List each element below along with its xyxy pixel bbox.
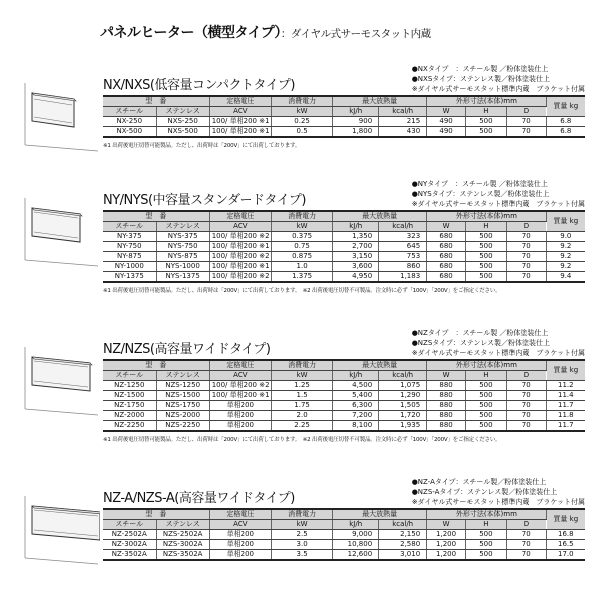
panel-heater-icon bbox=[20, 198, 100, 268]
header-weight: 質量 kg bbox=[546, 360, 585, 381]
table-cell: NY-1375 bbox=[103, 272, 156, 283]
table-cell: 単相200 bbox=[209, 401, 271, 411]
table-cell: 9.2 bbox=[546, 242, 585, 252]
table-cell: 9.4 bbox=[546, 272, 585, 283]
table-row bbox=[103, 272, 585, 283]
table-cell: 70 bbox=[506, 540, 546, 550]
table-cell: 3.0 bbox=[271, 540, 332, 550]
header-kcalh: kcal/h bbox=[379, 222, 427, 232]
page-title bbox=[100, 22, 431, 42]
table-cell: 6,300 bbox=[333, 401, 379, 411]
header-w: W bbox=[427, 107, 466, 117]
header-model: 型 番 bbox=[103, 360, 209, 371]
spec-table bbox=[103, 508, 585, 561]
table-cell: NZS-1250 bbox=[156, 381, 209, 391]
header-stainless: ステンレス bbox=[156, 107, 209, 117]
table-cell: 11.4 bbox=[546, 391, 585, 401]
table-cell: 500 bbox=[465, 232, 506, 242]
header-weight: 質量 kg bbox=[546, 96, 585, 117]
header-kw: kW bbox=[271, 107, 332, 117]
table-cell: 500 bbox=[465, 242, 506, 252]
table-row bbox=[103, 232, 585, 242]
note-line: ●NXタイプ ：スチール製 ／粉体塗装仕上 bbox=[411, 65, 549, 73]
table-cell: NZS-3502A bbox=[156, 550, 209, 561]
header-kw: kW bbox=[271, 222, 332, 232]
header-kw: kW bbox=[271, 520, 332, 530]
header-kcalh: kcal/h bbox=[379, 520, 427, 530]
panel-heater-icon bbox=[20, 83, 100, 153]
table-cell: 680 bbox=[427, 232, 466, 242]
table-cell: 860 bbox=[379, 262, 427, 272]
section-notes bbox=[412, 64, 585, 94]
table-cell: 430 bbox=[379, 127, 427, 138]
table-cell: 11.7 bbox=[546, 401, 585, 411]
table-cell: 16.8 bbox=[546, 530, 585, 540]
table-cell: 1,720 bbox=[379, 411, 427, 421]
table-cell: 70 bbox=[506, 117, 546, 127]
table-cell: 680 bbox=[427, 262, 466, 272]
table-cell: 100/ 単相200 ※2 bbox=[209, 232, 271, 242]
table-cell: 70 bbox=[506, 530, 546, 540]
table-row bbox=[103, 127, 585, 138]
table-cell: NZ-2000 bbox=[103, 411, 156, 421]
header-voltage: 定格電圧 bbox=[209, 360, 271, 371]
header-d: D bbox=[506, 371, 546, 381]
header-steel: スチール bbox=[103, 520, 156, 530]
table-row bbox=[103, 391, 585, 401]
note-line: ●NXSタイプ：ステンレス製／粉体塗装仕上 bbox=[411, 75, 551, 83]
page-subtitle: ：ダイヤル式サーモスタット内蔵 bbox=[280, 28, 431, 40]
table-cell: 16.5 bbox=[546, 540, 585, 550]
header-power: 消費電力 bbox=[271, 509, 332, 520]
table-cell: 215 bbox=[379, 117, 427, 127]
table-cell: NY-875 bbox=[103, 252, 156, 262]
header-kjh: kJ/h bbox=[333, 222, 379, 232]
table-cell: 1,800 bbox=[333, 127, 379, 138]
table-cell: 323 bbox=[379, 232, 427, 242]
header-steel: スチール bbox=[103, 222, 156, 232]
table-cell: 単相200 bbox=[209, 411, 271, 421]
footnote: ※1 出荷後電圧切替可能製品。ただし、出荷時は「200V」にて出荷しております。 ※2 出荷後電圧切替不可製品。注文時に必ず「100V」「200V」をご指定ください。 bbox=[103, 437, 501, 443]
table-cell: 70 bbox=[506, 401, 546, 411]
header-acv: ACV bbox=[209, 107, 271, 117]
table-cell: 11.8 bbox=[546, 411, 585, 421]
table-row bbox=[103, 262, 585, 272]
header-weight: 質量 kg bbox=[546, 509, 585, 530]
table-cell: 0.5 bbox=[271, 127, 332, 138]
table-cell: 880 bbox=[427, 391, 466, 401]
header-voltage: 定格電圧 bbox=[209, 509, 271, 520]
table-cell: 70 bbox=[506, 252, 546, 262]
header-h: H bbox=[465, 222, 506, 232]
table-row bbox=[103, 550, 585, 561]
spec-section bbox=[103, 180, 585, 294]
note-line: ●NZ-Aタイプ：スチール製／粉体塗装仕上 bbox=[411, 478, 547, 486]
header-weight: 質量 kg bbox=[546, 211, 585, 232]
table-cell: 1,075 bbox=[379, 381, 427, 391]
header-dims: 外形寸法(本体)mm bbox=[427, 96, 546, 107]
table-cell: 500 bbox=[465, 540, 506, 550]
table-cell: NZ-1250 bbox=[103, 381, 156, 391]
table-cell: NZ-1750 bbox=[103, 401, 156, 411]
table-cell: 100/ 単相200 ※1 bbox=[209, 262, 271, 272]
header-w: W bbox=[427, 222, 466, 232]
table-cell: NZ-3502A bbox=[103, 550, 156, 561]
footnote: ※1 出荷後電圧切替可能製品。ただし、出荷時は「200V」にて出荷しております。 bbox=[103, 143, 301, 149]
table-cell: 500 bbox=[465, 272, 506, 283]
header-stainless: ステンレス bbox=[156, 520, 209, 530]
header-heat: 最大放熱量 bbox=[333, 211, 427, 222]
note-line: ●NYSタイプ：ステンレス製／粉体塗装仕上 bbox=[411, 190, 550, 198]
header-model: 型 番 bbox=[103, 96, 209, 107]
table-cell: 17.0 bbox=[546, 550, 585, 561]
table-cell: 10,800 bbox=[333, 540, 379, 550]
table-cell: 1.5 bbox=[271, 391, 332, 401]
header-kcalh: kcal/h bbox=[379, 371, 427, 381]
table-cell: 単相200 bbox=[209, 421, 271, 432]
table-row bbox=[103, 252, 585, 262]
section-title: NY/NYS(中容量スタンダードタイプ) bbox=[103, 193, 306, 208]
header-h: H bbox=[465, 520, 506, 530]
header-dims: 外形寸法(本体)mm bbox=[427, 211, 546, 222]
table-cell: 1,505 bbox=[379, 401, 427, 411]
table-cell: 9.0 bbox=[546, 232, 585, 242]
table-cell: 100/ 単相200 ※2 bbox=[209, 272, 271, 283]
note-line: ●NZS-Aタイプ：ステンレス製／粉体塗装仕上 bbox=[411, 488, 558, 496]
header-stainless: ステンレス bbox=[156, 222, 209, 232]
table-cell: 1.75 bbox=[271, 401, 332, 411]
table-cell: 2.5 bbox=[271, 530, 332, 540]
header-acv: ACV bbox=[209, 222, 271, 232]
table-cell: 70 bbox=[506, 381, 546, 391]
spec-table bbox=[103, 359, 585, 432]
table-cell: NZS-1750 bbox=[156, 401, 209, 411]
table-cell: 880 bbox=[427, 401, 466, 411]
table-cell: 645 bbox=[379, 242, 427, 252]
note-line: ※ダイヤル式サーモスタット標準内蔵 ブラケット付属 bbox=[411, 85, 585, 93]
header-voltage: 定格電圧 bbox=[209, 211, 271, 222]
section-title: NZ-A/NZS-A(高容量ワイドタイプ) bbox=[103, 491, 295, 506]
table-cell: 1.375 bbox=[271, 272, 332, 283]
header-power: 消費電力 bbox=[271, 96, 332, 107]
panel-heater-illustration bbox=[20, 496, 100, 570]
table-cell: 1,290 bbox=[379, 391, 427, 401]
panel-heater-illustration bbox=[20, 83, 100, 157]
header-kjh: kJ/h bbox=[333, 107, 379, 117]
table-cell: 11.7 bbox=[546, 421, 585, 432]
table-cell: 3.5 bbox=[271, 550, 332, 561]
table-cell: NYS-375 bbox=[156, 232, 209, 242]
table-row bbox=[103, 411, 585, 421]
table-cell: 2.0 bbox=[271, 411, 332, 421]
note-line: ※ダイヤル式サーモスタット標準内蔵 ブラケット付属 bbox=[411, 200, 585, 208]
table-cell: 8,100 bbox=[333, 421, 379, 432]
table-cell: 680 bbox=[427, 242, 466, 252]
table-cell: 500 bbox=[465, 421, 506, 432]
table-cell: 880 bbox=[427, 411, 466, 421]
table-cell: NZ-3002A bbox=[103, 540, 156, 550]
table-cell: 1,183 bbox=[379, 272, 427, 283]
table-row bbox=[103, 242, 585, 252]
table-cell: 1.0 bbox=[271, 262, 332, 272]
header-model: 型 番 bbox=[103, 211, 209, 222]
section-notes bbox=[412, 328, 585, 358]
table-cell: 500 bbox=[465, 252, 506, 262]
section-notes bbox=[412, 179, 585, 209]
header-kw: kW bbox=[271, 371, 332, 381]
table-cell: 753 bbox=[379, 252, 427, 262]
table-cell: 900 bbox=[333, 117, 379, 127]
table-cell: NZ-1500 bbox=[103, 391, 156, 401]
header-stainless: ステンレス bbox=[156, 371, 209, 381]
table-cell: 単相200 bbox=[209, 530, 271, 540]
table-cell: 100/ 単相200 ※1 bbox=[209, 117, 271, 127]
table-cell: 500 bbox=[465, 391, 506, 401]
table-cell: 70 bbox=[506, 421, 546, 432]
table-row bbox=[103, 540, 585, 550]
panel-heater-icon bbox=[20, 347, 100, 417]
table-cell: NY-1000 bbox=[103, 262, 156, 272]
header-heat: 最大放熱量 bbox=[333, 96, 427, 107]
spec-section bbox=[103, 329, 585, 443]
header-d: D bbox=[506, 520, 546, 530]
header-dims: 外形寸法(本体)mm bbox=[427, 509, 546, 520]
header-acv: ACV bbox=[209, 520, 271, 530]
table-cell: 2,700 bbox=[333, 242, 379, 252]
header-steel: スチール bbox=[103, 371, 156, 381]
header-kjh: kJ/h bbox=[333, 520, 379, 530]
table-cell: 100/ 単相200 ※1 bbox=[209, 391, 271, 401]
table-cell: 680 bbox=[427, 272, 466, 283]
spec-table bbox=[103, 95, 585, 138]
table-cell: 6.8 bbox=[546, 117, 585, 127]
note-line: ※ダイヤル式サーモスタット標準内蔵 ブラケット付属 bbox=[411, 349, 585, 357]
table-cell: 490 bbox=[427, 127, 466, 138]
table-cell: NZS-3002A bbox=[156, 540, 209, 550]
header-power: 消費電力 bbox=[271, 360, 332, 371]
table-cell: 70 bbox=[506, 550, 546, 561]
header-heat: 最大放熱量 bbox=[333, 509, 427, 520]
table-cell: 12,600 bbox=[333, 550, 379, 561]
header-w: W bbox=[427, 520, 466, 530]
header-steel: スチール bbox=[103, 107, 156, 117]
table-cell: NY-375 bbox=[103, 232, 156, 242]
table-cell: NZS-2250 bbox=[156, 421, 209, 432]
table-cell: 100/ 単相200 ※1 bbox=[209, 127, 271, 138]
panel-heater-icon bbox=[20, 496, 100, 566]
table-cell: 0.25 bbox=[271, 117, 332, 127]
table-cell: 500 bbox=[465, 530, 506, 540]
table-cell: 100/ 単相200 ※1 bbox=[209, 242, 271, 252]
header-kcalh: kcal/h bbox=[379, 107, 427, 117]
table-cell: 3,010 bbox=[379, 550, 427, 561]
header-voltage: 定格電圧 bbox=[209, 96, 271, 107]
table-cell: 3,150 bbox=[333, 252, 379, 262]
table-cell: NZS-2000 bbox=[156, 411, 209, 421]
header-model: 型 番 bbox=[103, 509, 209, 520]
table-cell: 500 bbox=[465, 411, 506, 421]
table-cell: 2,580 bbox=[379, 540, 427, 550]
table-cell: 9,000 bbox=[333, 530, 379, 540]
footnote: ※1 出荷後電圧切替可能製品。ただし、出荷時は「200V」にて出荷しております。 ※2 出荷後電圧切替不可製品。注文時に必ず「100V」「200V」をご指定ください。 bbox=[103, 288, 501, 294]
header-d: D bbox=[506, 222, 546, 232]
table-row bbox=[103, 530, 585, 540]
table-cell: 1,200 bbox=[427, 540, 466, 550]
table-cell: 5,400 bbox=[333, 391, 379, 401]
table-cell: 100/ 単相200 ※2 bbox=[209, 252, 271, 262]
table-cell: 1,200 bbox=[427, 550, 466, 561]
table-row bbox=[103, 401, 585, 411]
header-h: H bbox=[465, 371, 506, 381]
title-text: パネルヒーター（横型タイプ） bbox=[100, 25, 281, 41]
table-cell: 500 bbox=[465, 381, 506, 391]
header-w: W bbox=[427, 371, 466, 381]
table-cell: 0.875 bbox=[271, 252, 332, 262]
table-cell: 4,950 bbox=[333, 272, 379, 283]
table-row bbox=[103, 381, 585, 391]
note-line: ●NZSタイプ：ステンレス製／粉体塗装仕上 bbox=[411, 339, 551, 347]
table-cell: 単相200 bbox=[209, 540, 271, 550]
table-cell: 70 bbox=[506, 262, 546, 272]
table-cell: 500 bbox=[465, 550, 506, 561]
table-cell: 単相200 bbox=[209, 550, 271, 561]
table-cell: 70 bbox=[506, 272, 546, 283]
table-cell: 1,200 bbox=[427, 530, 466, 540]
table-cell: NY-750 bbox=[103, 242, 156, 252]
table-cell: 500 bbox=[465, 401, 506, 411]
header-d: D bbox=[506, 107, 546, 117]
table-cell: 1,935 bbox=[379, 421, 427, 432]
header-kjh: kJ/h bbox=[333, 371, 379, 381]
table-cell: 1.25 bbox=[271, 381, 332, 391]
header-acv: ACV bbox=[209, 371, 271, 381]
table-cell: 70 bbox=[506, 411, 546, 421]
table-cell: 880 bbox=[427, 381, 466, 391]
table-cell: NX-250 bbox=[103, 117, 156, 127]
note-line: ※ダイヤル式サーモスタット標準内蔵 ブラケット付属 bbox=[411, 498, 585, 506]
table-cell: 500 bbox=[465, 117, 506, 127]
panel-heater-illustration bbox=[20, 347, 100, 421]
table-cell: 2.25 bbox=[271, 421, 332, 432]
table-cell: NZ-2250 bbox=[103, 421, 156, 432]
table-cell: 9.2 bbox=[546, 252, 585, 262]
table-cell: NYS-750 bbox=[156, 242, 209, 252]
table-cell: 880 bbox=[427, 421, 466, 432]
note-line: ●NZタイプ ：スチール製 ／粉体塗装仕上 bbox=[411, 329, 549, 337]
table-cell: 70 bbox=[506, 242, 546, 252]
table-cell: 11.2 bbox=[546, 381, 585, 391]
table-cell: NYS-875 bbox=[156, 252, 209, 262]
table-cell: 0.75 bbox=[271, 242, 332, 252]
spec-section bbox=[103, 65, 585, 149]
section-title: NX/NXS(低容量コンパクトタイプ) bbox=[103, 78, 295, 93]
table-cell: NYS-1375 bbox=[156, 272, 209, 283]
header-heat: 最大放熱量 bbox=[333, 360, 427, 371]
table-cell: NX-500 bbox=[103, 127, 156, 138]
table-cell: NXS-250 bbox=[156, 117, 209, 127]
table-cell: 4,500 bbox=[333, 381, 379, 391]
header-dims: 外形寸法(本体)mm bbox=[427, 360, 546, 371]
table-cell: 70 bbox=[506, 232, 546, 242]
table-cell: 3,600 bbox=[333, 262, 379, 272]
table-cell: NZS-1500 bbox=[156, 391, 209, 401]
section-notes bbox=[412, 477, 585, 507]
spec-table bbox=[103, 210, 585, 283]
table-cell: 2,150 bbox=[379, 530, 427, 540]
table-row bbox=[103, 117, 585, 127]
header-power: 消費電力 bbox=[271, 211, 332, 222]
table-cell: 490 bbox=[427, 117, 466, 127]
table-cell: NZ-2502A bbox=[103, 530, 156, 540]
table-cell: 70 bbox=[506, 391, 546, 401]
table-cell: 1,350 bbox=[333, 232, 379, 242]
table-cell: NZS-2502A bbox=[156, 530, 209, 540]
table-cell: 9.2 bbox=[546, 262, 585, 272]
header-h: H bbox=[465, 107, 506, 117]
section-title: NZ/NZS(高容量ワイドタイプ) bbox=[103, 342, 271, 357]
table-cell: NYS-1000 bbox=[156, 262, 209, 272]
table-cell: 7,200 bbox=[333, 411, 379, 421]
table-cell: 0.375 bbox=[271, 232, 332, 242]
table-cell: 70 bbox=[506, 127, 546, 138]
table-row bbox=[103, 421, 585, 432]
table-cell: 500 bbox=[465, 262, 506, 272]
note-line: ●NYタイプ ：スチール製 ／粉体塗装仕上 bbox=[411, 180, 548, 188]
table-cell: 680 bbox=[427, 252, 466, 262]
table-cell: 6.8 bbox=[546, 127, 585, 138]
table-cell: NXS-500 bbox=[156, 127, 209, 138]
panel-heater-illustration bbox=[20, 198, 100, 272]
table-cell: 100/ 単相200 ※2 bbox=[209, 381, 271, 391]
table-cell: 500 bbox=[465, 127, 506, 138]
spec-section bbox=[103, 478, 585, 561]
